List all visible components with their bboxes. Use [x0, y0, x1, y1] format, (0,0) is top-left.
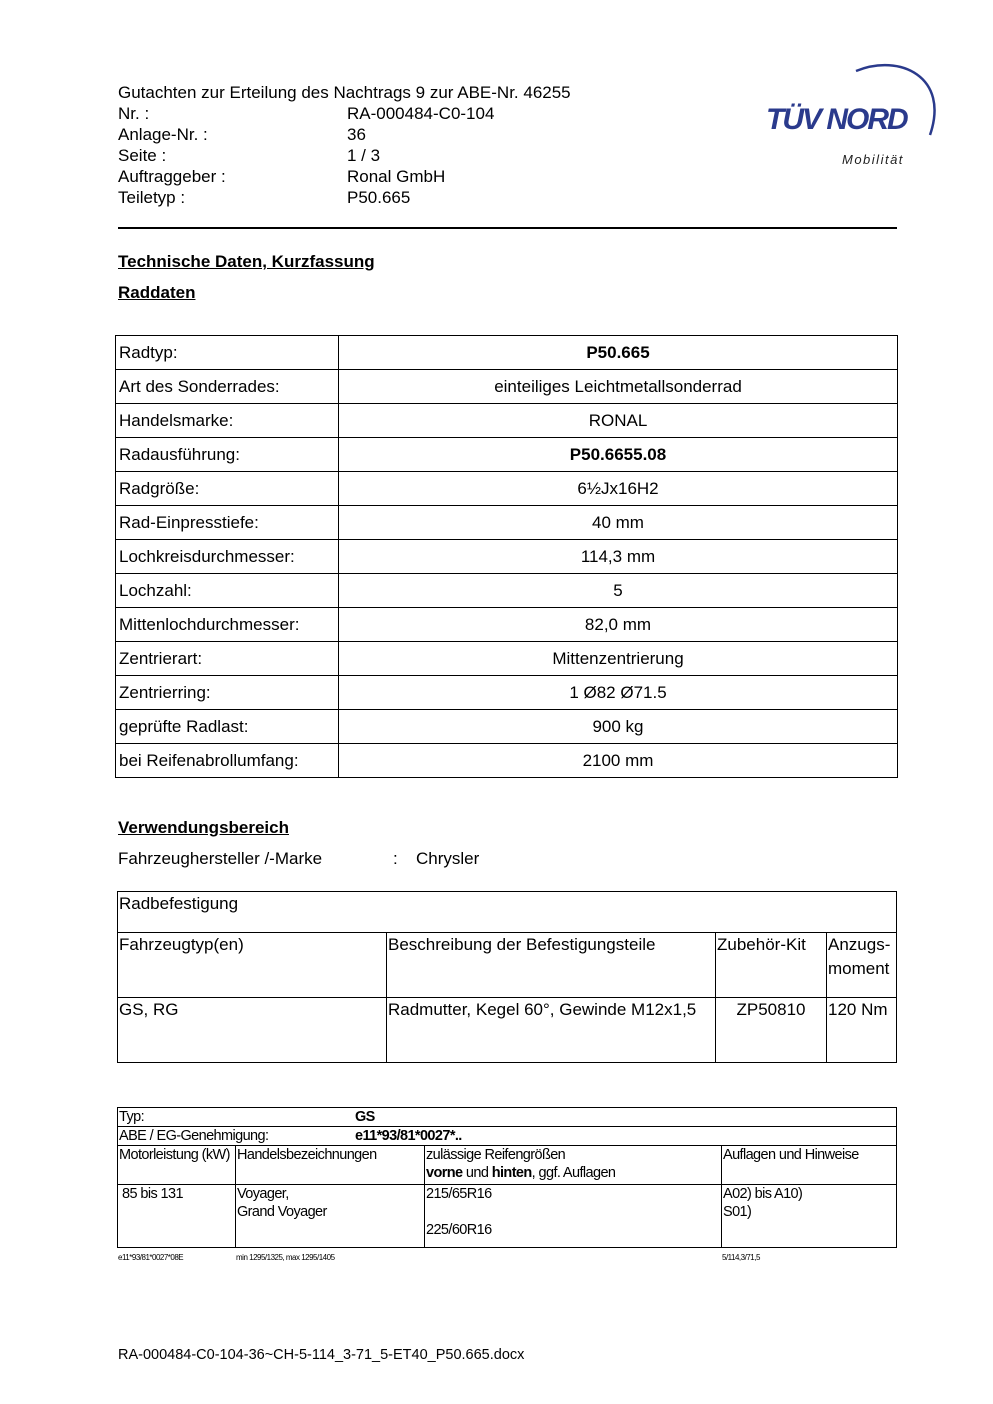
raddaten-row [116, 676, 898, 710]
raddaten-value: P50.665 [339, 336, 898, 370]
tiny-note-approval: e11*93/81*0027*08E [118, 1253, 184, 1262]
raddaten-row [116, 438, 898, 472]
tiny-note-dimensions: min 1295/1325, max 1295/1405 [236, 1253, 335, 1262]
typ-row [118, 1108, 897, 1127]
raddaten-value: 6½Jx16H2 [339, 472, 898, 506]
raddaten-value: einteiliges Leichtmetallsonderrad [339, 370, 898, 404]
raddaten-row [116, 506, 898, 540]
raddaten-label: Rad-Einpresstiefe: [116, 506, 339, 540]
raddaten-label: Zentrierart: [116, 642, 339, 676]
header-divider [118, 227, 897, 229]
header-value: 1 / 3 [347, 146, 381, 165]
raddaten-label: Radausführung: [116, 438, 339, 472]
hersteller-value: Chrysler [416, 849, 480, 868]
raddaten-table [115, 335, 898, 778]
raddaten-label: Handelsmarke: [116, 404, 339, 438]
reifen-line2: 225/60R16 [426, 1222, 492, 1238]
col-anzugsmoment: Anzugs-moment [827, 933, 897, 998]
header-label: Teiletyp : [118, 188, 186, 207]
raddaten-row [116, 404, 898, 438]
cell-fahrzeugtyp: GS, RG [118, 998, 387, 1063]
raddaten-value: 40 mm [339, 506, 898, 540]
header-label: Nr. : [118, 104, 150, 123]
tiny-note-pcd: 5/114,3/71,5 [722, 1253, 760, 1262]
typ-label: Typ: [119, 1109, 144, 1125]
header-value: RA-000484-C0-104 [347, 104, 495, 123]
col-auflagen: Auflagen und Hinweise [722, 1146, 897, 1185]
raddaten-label: Mittenlochdurchmesser: [116, 608, 339, 642]
abe-row [118, 1127, 897, 1146]
col-beschreibung: Beschreibung der Befestigungsteile [387, 933, 716, 998]
header-label: Auftraggeber : [118, 167, 226, 186]
cell-auflagen [722, 1185, 897, 1248]
cell-handelsbezeichnungen [236, 1185, 425, 1248]
befestigung-title: Radbefestigung [118, 892, 897, 933]
abe-value: e11*93/81*0027*.. [355, 1128, 462, 1144]
raddaten-row [116, 370, 898, 404]
section-title-raddaten: Raddaten [118, 283, 196, 302]
reifen-line1: 215/65R16 [426, 1186, 492, 1202]
cell-zubehoer: ZP50810 [716, 998, 827, 1063]
header-label: Seite : [118, 146, 167, 165]
cell-beschreibung: Radmutter, Kegel 60°, Gewinde M12x1,5 [387, 998, 716, 1063]
raddaten-label: Lochzahl: [116, 574, 339, 608]
reifen-header-hinten: hinten [491, 1165, 532, 1181]
raddaten-value: 5 [339, 574, 898, 608]
reifen-header-rest: , ggf. Auflagen [531, 1165, 616, 1181]
raddaten-row [116, 336, 898, 370]
typ-table [117, 1107, 897, 1248]
footer-filename: RA-000484-C0-104-36~CH-5-114_3-71_5-ET40_P50.665.docx [118, 1347, 525, 1363]
logo-subtitle: Mobilität [842, 152, 904, 167]
raddaten-row [116, 472, 898, 506]
col-fahrzeugtyp: Fahrzeugtyp(en) [118, 933, 387, 998]
raddaten-label: Radgröße: [116, 472, 339, 506]
raddaten-label: Radtyp: [116, 336, 339, 370]
raddaten-label: Zentrierring: [116, 676, 339, 710]
raddaten-value: 900 kg [339, 710, 898, 744]
col-reifengroessen [425, 1146, 722, 1185]
header-label: Anlage-Nr. : [118, 125, 208, 144]
col-handelsbezeichnungen: Handelsbezeichnungen [236, 1146, 425, 1185]
raddaten-label: bei Reifenabrollumfang: [116, 744, 339, 778]
cell-anzugsmoment: 120 Nm [827, 998, 897, 1063]
raddaten-row [116, 608, 898, 642]
reifen-header-und: und [462, 1165, 492, 1181]
cell-reifengroessen [425, 1185, 722, 1248]
raddaten-value: Mittenzentrierung [339, 642, 898, 676]
raddaten-label: Art des Sonderrades: [116, 370, 339, 404]
section-title-tech: Technische Daten, Kurzfassung [118, 252, 375, 271]
raddaten-row [116, 642, 898, 676]
document-title: Gutachten zur Erteilung des Nachtrags 9 zur ABE-Nr. 46255 [118, 83, 571, 102]
reifen-header-line1: zulässige Reifengrößen [426, 1147, 566, 1163]
hersteller-separator: : [393, 849, 398, 868]
raddaten-row [116, 540, 898, 574]
handel-line2: Grand Voyager [237, 1204, 327, 1220]
col-motorleistung: Motorleistung (kW) [118, 1146, 236, 1185]
reifen-header-vorne: vorne [426, 1165, 463, 1181]
raddaten-row [116, 574, 898, 608]
tuev-nord-logo [760, 55, 945, 175]
raddaten-row [116, 710, 898, 744]
raddaten-row [116, 744, 898, 778]
header-value: P50.665 [347, 188, 411, 207]
hersteller-label: Fahrzeughersteller /-Marke [118, 849, 323, 868]
raddaten-value: RONAL [339, 404, 898, 438]
raddaten-value: 2100 mm [339, 744, 898, 778]
header-fields [118, 103, 618, 209]
header-value: 36 [347, 125, 366, 144]
raddaten-label: Lochkreisdurchmesser: [116, 540, 339, 574]
cell-motorleistung: 85 bis 131 [118, 1185, 236, 1248]
abe-label: ABE / EG-Genehmigung: [119, 1128, 269, 1144]
auflagen-line2: S01) [723, 1204, 752, 1220]
section-title-verwendung: Verwendungsbereich [118, 818, 289, 837]
raddaten-value: 114,3 mm [339, 540, 898, 574]
handel-line1: Voyager, [237, 1186, 289, 1202]
raddaten-label: geprüfte Radlast: [116, 710, 339, 744]
raddaten-value: P50.6655.08 [339, 438, 898, 472]
col-zubehoer: Zubehör-Kit [716, 933, 827, 998]
raddaten-value: 82,0 mm [339, 608, 898, 642]
raddaten-value: 1 Ø82 Ø71.5 [339, 676, 898, 710]
befestigung-table [117, 891, 897, 1063]
auflagen-line1: A02) bis A10) [723, 1186, 803, 1202]
typ-value: GS [355, 1109, 375, 1125]
logo-brand: TÜV NORD [766, 103, 907, 136]
header-value: Ronal GmbH [347, 167, 446, 186]
